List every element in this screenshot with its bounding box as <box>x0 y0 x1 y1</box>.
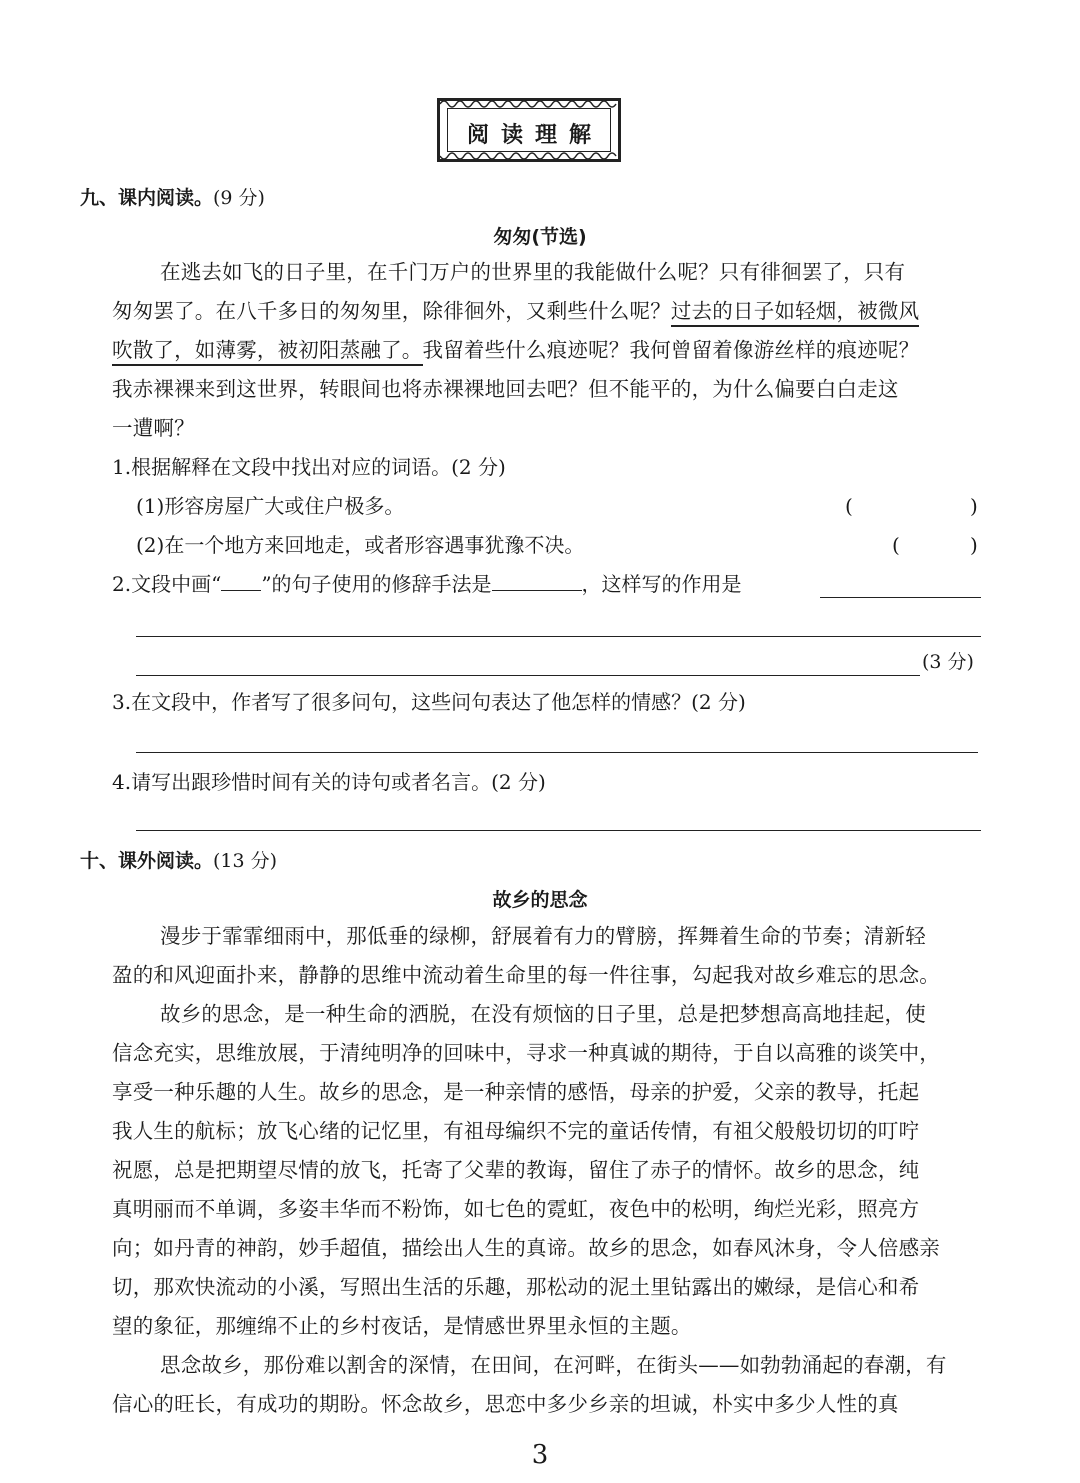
section9-heading <box>80 183 265 210</box>
section10-heading <box>80 846 277 873</box>
question-2-part1: 2.文段中画“ <box>112 572 222 596</box>
banner-ornament-top <box>440 98 618 110</box>
question-3: 3.在文段中，作者写了很多问句，这些问句表达了他怎样的情感？(2 分) <box>112 690 746 714</box>
question-1-sub2: (2)在一个地方来回地走，或者形容遇事犹豫不决。 <box>136 533 585 557</box>
banner-ornament-bottom <box>440 150 618 162</box>
section-banner <box>437 98 621 162</box>
underlined-sentence-part2: 吹散了，如薄雾，被初阳蒸融了。 <box>112 338 423 366</box>
section10-line-1: 漫步于霏霏细雨中，那低垂的绿柳，舒展着有力的臂膀，挥舞着生命的节奏；清新轻 <box>160 924 926 948</box>
question-2-score: (3 分) <box>922 651 974 673</box>
section10-line-6: 我人生的航标；放飞心绪的记忆里，有祖母编织不完的童话传情，有祖父般般切切的叮咛 <box>112 1119 920 1143</box>
q2-rhetoric-answer-blank[interactable] <box>492 570 582 591</box>
section9-line-3-text: 我留着些什么痕迹呢？我何曾留着像游丝样的痕迹呢？ <box>422 338 920 362</box>
q2-underline-symbol <box>221 570 261 591</box>
section9-line-2 <box>112 297 982 325</box>
q2-effect-answer-line-3[interactable] <box>136 675 920 676</box>
section9-line-3 <box>112 336 982 364</box>
section10-line-13: 信心的旺长，有成功的期盼。怀念故乡，思恋中多少乡亲的坦诚，朴实中多少人性的真 <box>112 1392 899 1416</box>
q1-sub2-paren-open: ( <box>892 533 900 557</box>
section10-score: (13 分) <box>213 850 278 872</box>
section10-heading-text: 十、课外阅读。 <box>80 850 214 872</box>
section10-line-12: 思念故乡，那份难以割舍的深情，在田间，在河畔，在街头——如勃勃涌起的春潮，有 <box>160 1353 947 1377</box>
q1-sub1-paren-close: ) <box>970 494 978 518</box>
q1-sub2-paren-close: ) <box>970 533 978 557</box>
section10-passage-title: 故乡的思念 <box>492 889 588 911</box>
question-1-sub1: (1)形容房屋广大或住户极多。 <box>136 494 405 518</box>
question-2-part3: ，这样写的作用是 <box>581 572 742 596</box>
section10-line-10: 切，那欢快流动的小溪，写照出生活的乐趣，那松动的泥土里钻露出的嫩绿，是信心和希 <box>112 1275 920 1299</box>
q1-sub1-paren-open: ( <box>845 494 853 518</box>
q2-effect-answer-line-1[interactable] <box>820 597 981 598</box>
question-2-part2: ”的句子使用的修辞手法是 <box>261 572 492 596</box>
section9-line-4: 我赤裸裸来到这世界，转眼间也将赤裸裸地回去吧？但不能平的，为什么偏要白白走这 <box>112 377 899 401</box>
page-number: 3 <box>531 1440 549 1470</box>
q4-answer-line[interactable] <box>136 830 981 831</box>
q2-effect-answer-line-2[interactable] <box>136 636 981 637</box>
section10-line-7: 祝愿，总是把期望尽情的放飞，托寄了父辈的教诲，留住了赤子的情怀。故乡的思念，纯 <box>112 1158 920 1182</box>
section9-heading-text: 九、课内阅读。 <box>80 187 214 209</box>
section9-line-5: 一遭啊？ <box>112 416 195 440</box>
section9-score: (9 分) <box>213 187 265 209</box>
section10-line-5: 享受一种乐趣的人生。故乡的思念，是一种亲情的感悟，母亲的护爱，父亲的教导，托起 <box>112 1080 920 1104</box>
section9-line-2-text: 匆匆罢了。在八千多日的匆匆里，除徘徊外，又剩些什么呢？ <box>112 299 671 323</box>
section10-line-11: 望的象征，那缠绵不止的乡村夜话，是情感世界里永恒的主题。 <box>112 1314 692 1338</box>
section10-line-8: 真明丽而不单调，多姿丰华而不粉饰，如七色的霓虹，夜色中的松明，绚烂光彩，照亮方 <box>112 1197 920 1221</box>
section10-line-9: 向；如丹青的神韵，妙手超值，描绘出人生的真谛。故乡的思念，如春风沐身，令人倍感亲 <box>112 1236 940 1260</box>
question-2 <box>112 570 742 598</box>
q3-answer-line[interactable] <box>136 752 978 753</box>
section9-passage-title: 匆匆(节选) <box>493 226 587 248</box>
section10-line-2: 盈的和风迎面扑来，静静的思维中流动着生命里的每一件往事，勾起我对故乡难忘的思念。 <box>112 963 940 987</box>
section10-line-3: 故乡的思念，是一种生命的洒脱，在没有烦恼的日子里，总是把梦想高高地挂起，使 <box>160 1002 926 1026</box>
question-4: 4.请写出跟珍惜时间有关的诗句或者名言。(2 分) <box>112 770 546 794</box>
banner-title: 阅读理解 <box>466 123 603 148</box>
section9-line-1: 在逃去如飞的日子里，在千门万户的世界里的我能做什么呢？只有徘徊罢了，只有 <box>160 260 906 284</box>
section10-line-4: 信念充实，思维放展，于清纯明净的回味中，寻求一种真诚的期待，于自以高雅的谈笑中， <box>112 1041 940 1065</box>
underlined-sentence-part1: 过去的日子如轻烟，被微风 <box>671 299 919 327</box>
question-1: 1.根据解释在文段中找出对应的词语。(2 分) <box>112 455 506 479</box>
